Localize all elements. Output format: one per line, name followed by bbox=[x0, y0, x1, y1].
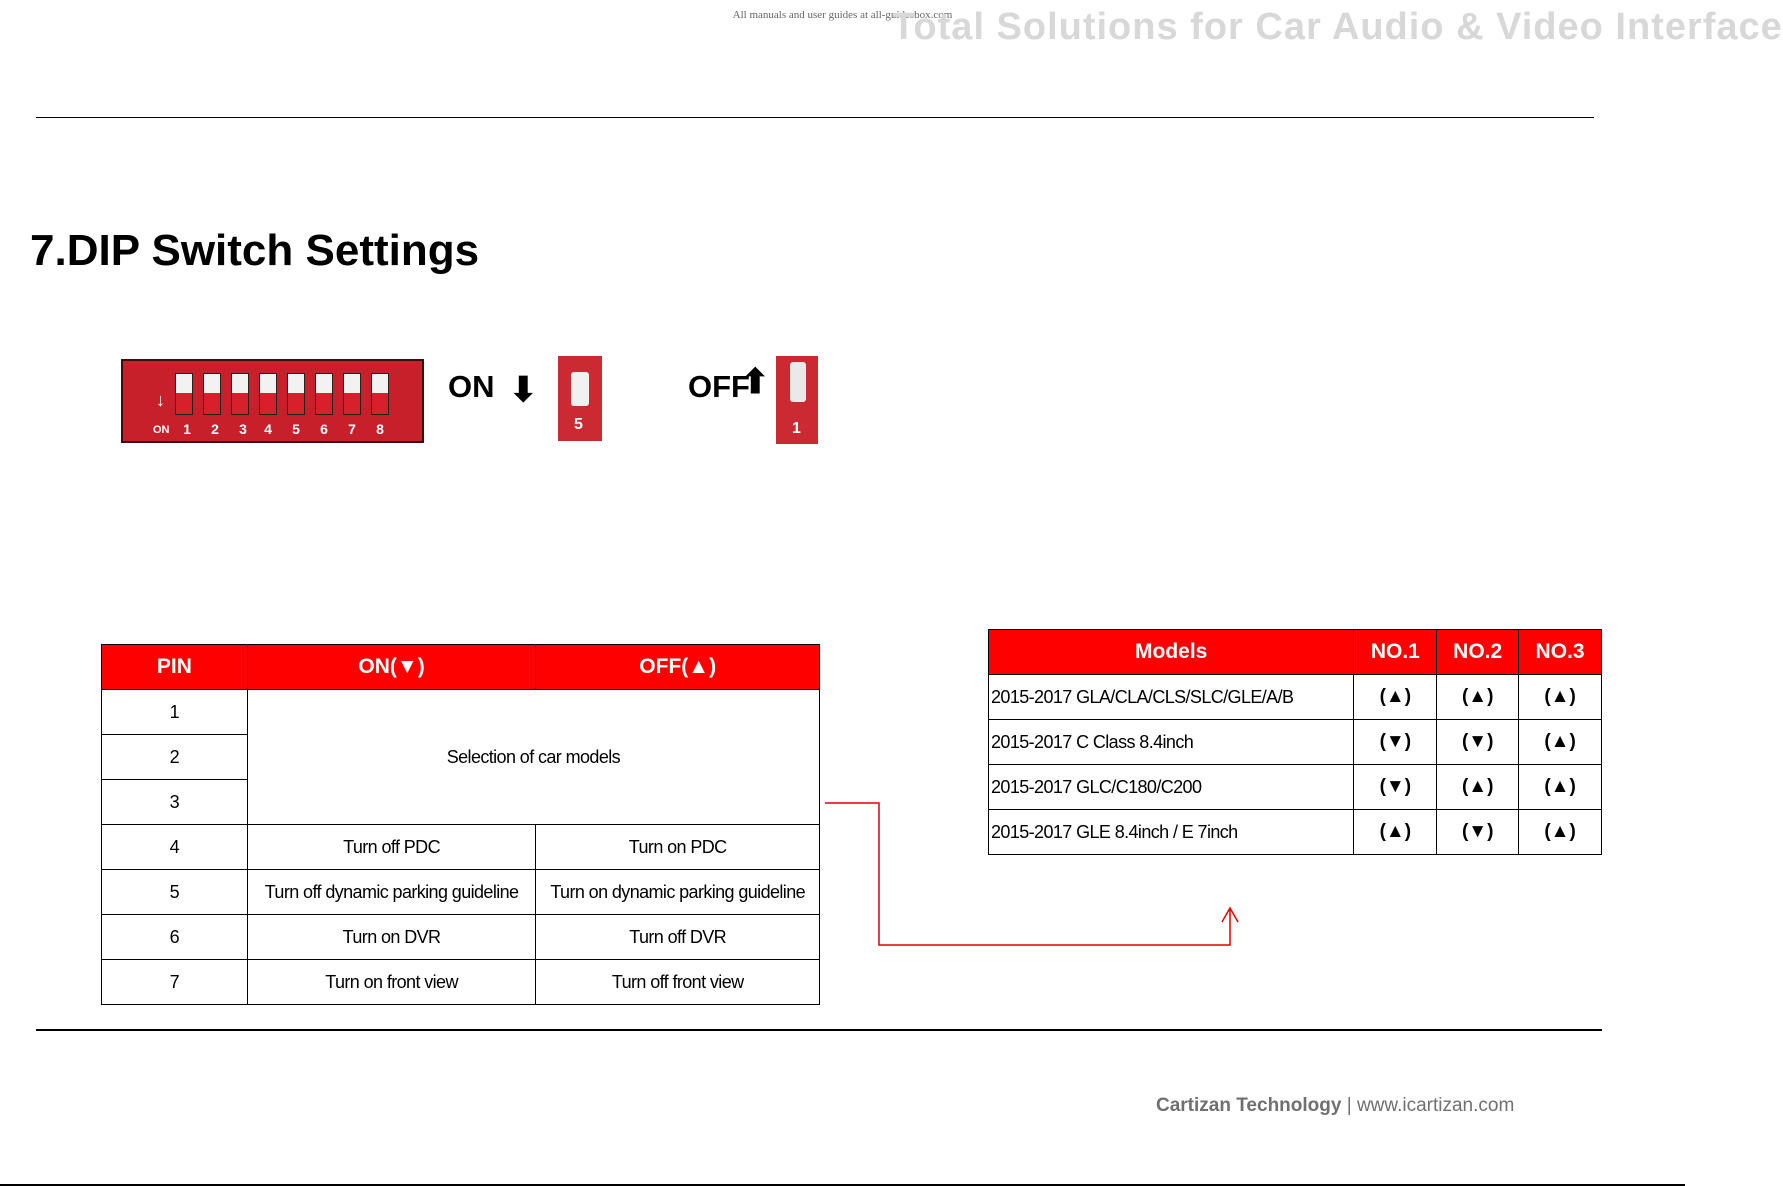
off-cell: Turn on PDC bbox=[536, 825, 820, 870]
footer bbox=[1156, 1095, 1514, 1117]
footer-url: www.icartizan.com bbox=[1356, 1095, 1515, 1116]
dip-number: 2 bbox=[211, 421, 219, 437]
column-header: NO.1 bbox=[1354, 630, 1437, 675]
switch-state-cell: (▼) bbox=[1354, 765, 1437, 810]
on-cell: Turn on DVR bbox=[247, 915, 536, 960]
table-row bbox=[989, 675, 1602, 720]
pin-cell: 5 bbox=[102, 870, 248, 915]
switch-state-cell: (▲) bbox=[1519, 675, 1602, 720]
table-row bbox=[989, 720, 1602, 765]
column-header: PIN bbox=[102, 645, 248, 690]
column-header: Models bbox=[989, 630, 1354, 675]
pin-cell: 6 bbox=[102, 915, 248, 960]
on-cell: Turn off PDC bbox=[247, 825, 536, 870]
pin-cell: 1 bbox=[102, 690, 248, 735]
model-table bbox=[988, 629, 1602, 855]
model-cell: 2015-2017 GLA/CLA/CLS/SLC/GLE/A/B bbox=[989, 675, 1354, 720]
on-cell: Turn off dynamic parking guideline bbox=[247, 870, 536, 915]
dip-number: 7 bbox=[348, 421, 356, 437]
table-row bbox=[989, 765, 1602, 810]
switch-state-cell: (▲) bbox=[1354, 675, 1437, 720]
column-header: NO.2 bbox=[1437, 630, 1519, 675]
on-cell: Turn on front view bbox=[247, 960, 536, 1005]
dip-on-label: ON bbox=[153, 424, 170, 436]
switch-state-cell: (▲) bbox=[1437, 675, 1519, 720]
footer-brand: Cartizan Technology bbox=[1156, 1095, 1342, 1116]
banner-text: Total Solutions for Car Audio & Video Interface bbox=[892, 6, 1783, 48]
on-switch-digit: 5 bbox=[574, 416, 583, 433]
column-header: OFF(▲) bbox=[536, 645, 820, 690]
column-header: NO.3 bbox=[1519, 630, 1602, 675]
off-cell: Turn off front view bbox=[536, 960, 820, 1005]
column-header: ON(▼) bbox=[247, 645, 536, 690]
dip-number: 3 bbox=[239, 421, 247, 437]
bottom-divider bbox=[36, 1029, 1602, 1031]
footer-separator: | bbox=[1346, 1095, 1352, 1116]
switch-state-cell: (▲) bbox=[1519, 720, 1602, 765]
off-cell: Turn on dynamic parking guideline bbox=[536, 870, 820, 915]
dip-number: 8 bbox=[376, 421, 384, 437]
down-arrow-icon: ↓ bbox=[156, 390, 165, 410]
dip-number: 6 bbox=[320, 421, 328, 437]
section-title: 7.DIP Switch Settings bbox=[30, 226, 480, 275]
switch-state-cell: (▼) bbox=[1437, 720, 1519, 765]
table-row bbox=[989, 810, 1602, 855]
pin-cell: 3 bbox=[102, 780, 248, 825]
pin-cell: 2 bbox=[102, 735, 248, 780]
off-switch-digit: 1 bbox=[792, 420, 801, 437]
off-cell: Turn off DVR bbox=[536, 915, 820, 960]
merged-cell: Selection of car models bbox=[247, 690, 819, 825]
watermark-text: All manuals and user guides at all-guidesbox.com bbox=[732, 9, 953, 21]
switch-state-cell: (▲) bbox=[1519, 765, 1602, 810]
switch-state-cell: (▲) bbox=[1519, 810, 1602, 855]
switch-state-cell: (▲) bbox=[1437, 765, 1519, 810]
dip-number: 4 bbox=[264, 421, 272, 437]
model-cell: 2015-2017 GLC/C180/C200 bbox=[989, 765, 1354, 810]
down-arrow-icon: ⬇ bbox=[509, 371, 538, 409]
model-cell: 2015-2017 C Class 8.4inch bbox=[989, 720, 1354, 765]
table-header-row bbox=[989, 630, 1602, 675]
switch-state-cell: (▲) bbox=[1354, 810, 1437, 855]
off-state-label: OFF bbox=[688, 369, 750, 404]
switch-state-cell: (▼) bbox=[1437, 810, 1519, 855]
up-arrow-icon: ⬆ bbox=[741, 363, 770, 401]
dip-number: 1 bbox=[183, 421, 191, 437]
on-state-label: ON bbox=[448, 369, 495, 404]
model-cell: 2015-2017 GLE 8.4inch / E 7inch bbox=[989, 810, 1354, 855]
pin-cell: 7 bbox=[102, 960, 248, 1005]
switch-state-cell: (▼) bbox=[1354, 720, 1437, 765]
pin-cell: 4 bbox=[102, 825, 248, 870]
dip-number: 5 bbox=[292, 421, 300, 437]
